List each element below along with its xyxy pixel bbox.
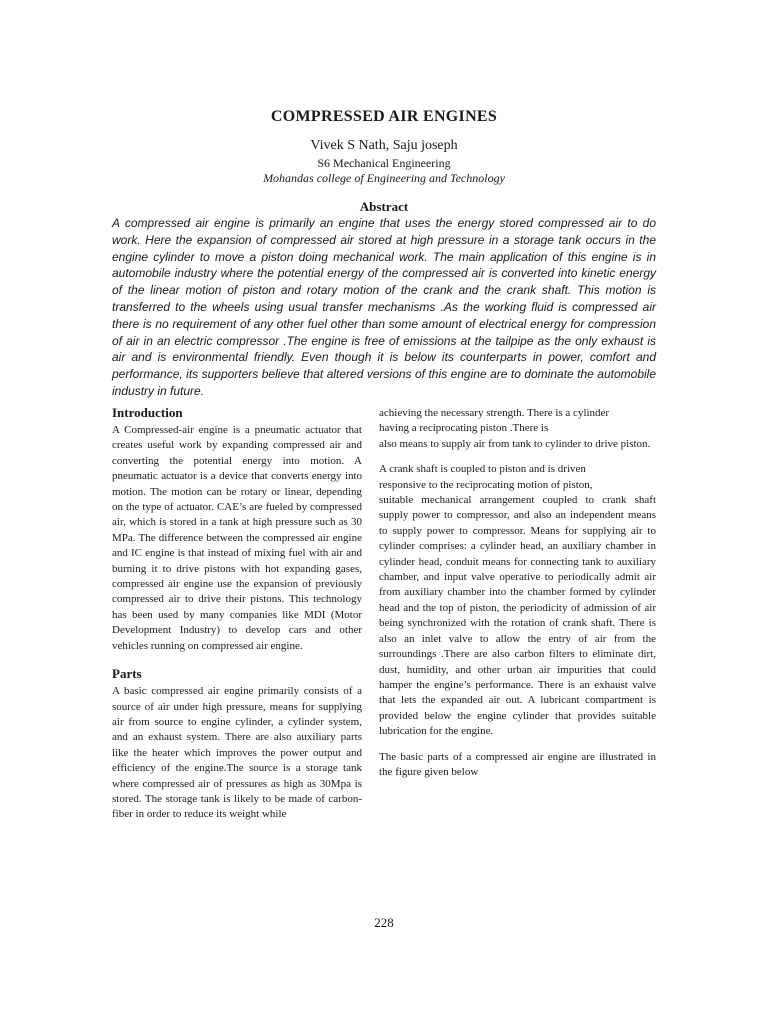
paper-title: COMPRESSED AIR ENGINES (270, 108, 498, 125)
paragraph-spacer (379, 452, 656, 462)
figure-intro-text: The basic parts of a compressed air engine are illustrated in the figure given below (379, 750, 656, 778)
right-column-line: achieving the necessary strength. There is a cylinder (379, 407, 610, 419)
college-affiliation: Mohandas college of Engineering and Technology (263, 171, 505, 185)
right-column-paragraph: also means to supply air from tank to cylinder to drive piston. (379, 437, 651, 450)
right-column-paragraph: suitable mechanical arrangement coupled to crank shaft supply power to compressor, and also an independent means to supply power to compressor. Means for supplying air to cylinder comprises: a cylinder head, an auxiliary chamber in cylinder head, conduit means for connecting tank to auxiliary chamber, and input valve operative to periodically admit air from auxiliary chamber into the chamber formed by cylinder head and the top of piston, the periodicity of admission of air being synchronized with the rotation of crank shaft. There is also an inlet valve to allow the entry of air from the surroundings .There are also carbon filters to eliminate dirt, dust, humidity, and other urban air impurities that could hamper the engine’s performance. There is an exhaust valve that lets the expanded air out. A lubricant compartment is provided below the engine cylinder that provides suitable lubrication for the engine. (379, 494, 656, 738)
introduction-heading: Introduction (112, 405, 183, 420)
abstract-heading: Abstract (359, 199, 409, 214)
page-number: 228 (374, 915, 394, 930)
parts-heading: Parts (112, 666, 142, 682)
parts-text: A basic compressed air engine primarily consists of a source of air under high pressure, means for supplying air from source to engine cylinder, a cylinder system, and an exhaust system. There are also auxiliary parts like the heater which improves the power output and efficiency of the engine.The source is a storage tank where compressed air of pressures as high as 30Mpa is stored. The storage tank is likely to be made of carbon-fiber in order to reduce its weight while (112, 685, 362, 821)
authors: Vivek S Nath, Saju joseph (310, 138, 458, 153)
right-column-line: having a reciprocating piston .There is (379, 422, 549, 435)
left-column (112, 405, 362, 823)
paragraph-spacer (379, 740, 656, 750)
right-column-line: responsive to the reciprocating motion of piston, (379, 478, 593, 491)
abstract-text: A compressed air engine is primarily an engine that uses the energy stored compressed air to do work. Here the expansion of compressed air stored at high pressure in a storage tank occurs in the engine cylinder to move a piston doing mechanical work. The main application of this engine is in automobile industry where the potential energy of the compressed air is converted into kinetic energy of the linear motion of piston and rotary motion of the crank and the crank shaft. This motion is transferred to the wheels using usual transfer mechanisms .As the working fluid is compressed air there is no requirement of any other fuel other than some amount of electrical energy for compression of air in an electric compressor .The engine is free of emissions at the tailpipe as the only exhaust is air and is environmental friendly. Even though it is below its counterparts in power, comfort and performance, its supporters believe that altered versions of this engine are to dominate the automobile industry in future. (112, 216, 656, 398)
right-column (379, 406, 656, 780)
introduction-text: A Compressed-air engine is a pneumatic actuator that creates useful work by expanding compressed air and converting the potential energy into motion. A pneumatic actuator is a device that converts energy into motion. The motion can be rotary or linear, depending on the type of actuator. CAE’s are fueled by compressed air, which is stored in a tank at high pressure such as 30 MPa. The difference between the compressed air engine and IC engine is that instead of mixing fuel with air and burning it to drive pistons with hot expanding gases, compressed air engine use the expansion of previously compressed air to drive their pistons. This technology has been used by many companies like MDI (Motor Development Industry) to develop cars and other vehicles running on compressed air engine. (112, 424, 362, 652)
section-spacer (112, 654, 362, 666)
department: S6 Mechanical Engineering (317, 156, 451, 170)
right-column-line: A crank shaft is coupled to piston and is driven (379, 463, 586, 476)
